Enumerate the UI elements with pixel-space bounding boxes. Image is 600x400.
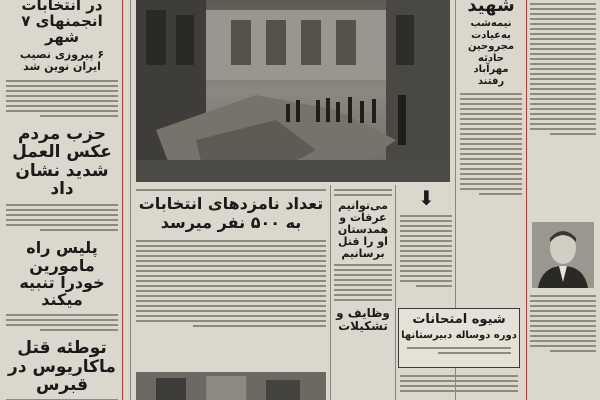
column-rule — [330, 185, 331, 400]
arrow-article — [400, 212, 452, 290]
headline-road-police: پلیس راه مامورین خودرا تنبیه میکند — [19, 238, 105, 310]
subhead-mehrabad: نیمه‌شب به‌عیادت مجروحین حادثه مهرآباد رفتند — [467, 18, 515, 87]
far-right-lower — [530, 292, 596, 355]
headline-makarios: توطئه قتل ماکاریوس در قبرس — [8, 338, 116, 396]
article-text — [6, 314, 118, 331]
exam-subtitle: دوره دوساله دبیرستانها — [401, 330, 517, 342]
headline-arafat: می‌توانیم عرفات و همدستان او را قتل برسانیم — [337, 199, 389, 260]
article-text — [6, 204, 118, 231]
exam-article — [400, 372, 518, 395]
column-rule — [395, 185, 396, 400]
crowd-in-building-photo — [136, 0, 450, 182]
far-right-column — [530, 0, 596, 138]
column-rule — [122, 0, 123, 400]
exam-box — [398, 308, 520, 368]
article-text — [136, 240, 326, 327]
headline-elections: در انتخابات انجمنهای ۷ شهر — [21, 0, 103, 47]
headline-duties: وظایف و تشکیلات — [336, 306, 390, 334]
mid-article — [334, 186, 392, 333]
exam-text — [399, 342, 519, 359]
man-portrait-photo — [532, 222, 594, 288]
left-column — [6, 0, 118, 400]
column-rule — [526, 0, 527, 400]
right-inner-column — [460, 0, 522, 198]
bottom-photo — [136, 372, 326, 400]
center-article — [136, 186, 326, 330]
article-text — [460, 93, 522, 195]
article-text — [6, 80, 118, 117]
subhead-iran-novin: ۶ پیروزی نصیب ایران نوین شد — [19, 47, 105, 74]
headline-candidates: تعداد نامزدهای انتخابات — [138, 194, 324, 213]
headline-right: شهید — [467, 0, 515, 16]
headline-candidates-count: به ۵۰۰ نفر میرسد — [160, 213, 302, 233]
column-rule — [130, 0, 131, 400]
headline-mardom-party: حزب مردم عکس العمل شدید نشان داد — [12, 123, 112, 199]
article-text — [334, 264, 392, 301]
arrow-down-icon: ⬇ — [418, 186, 435, 210]
exam-title: شیوه امتحانات — [412, 312, 506, 327]
